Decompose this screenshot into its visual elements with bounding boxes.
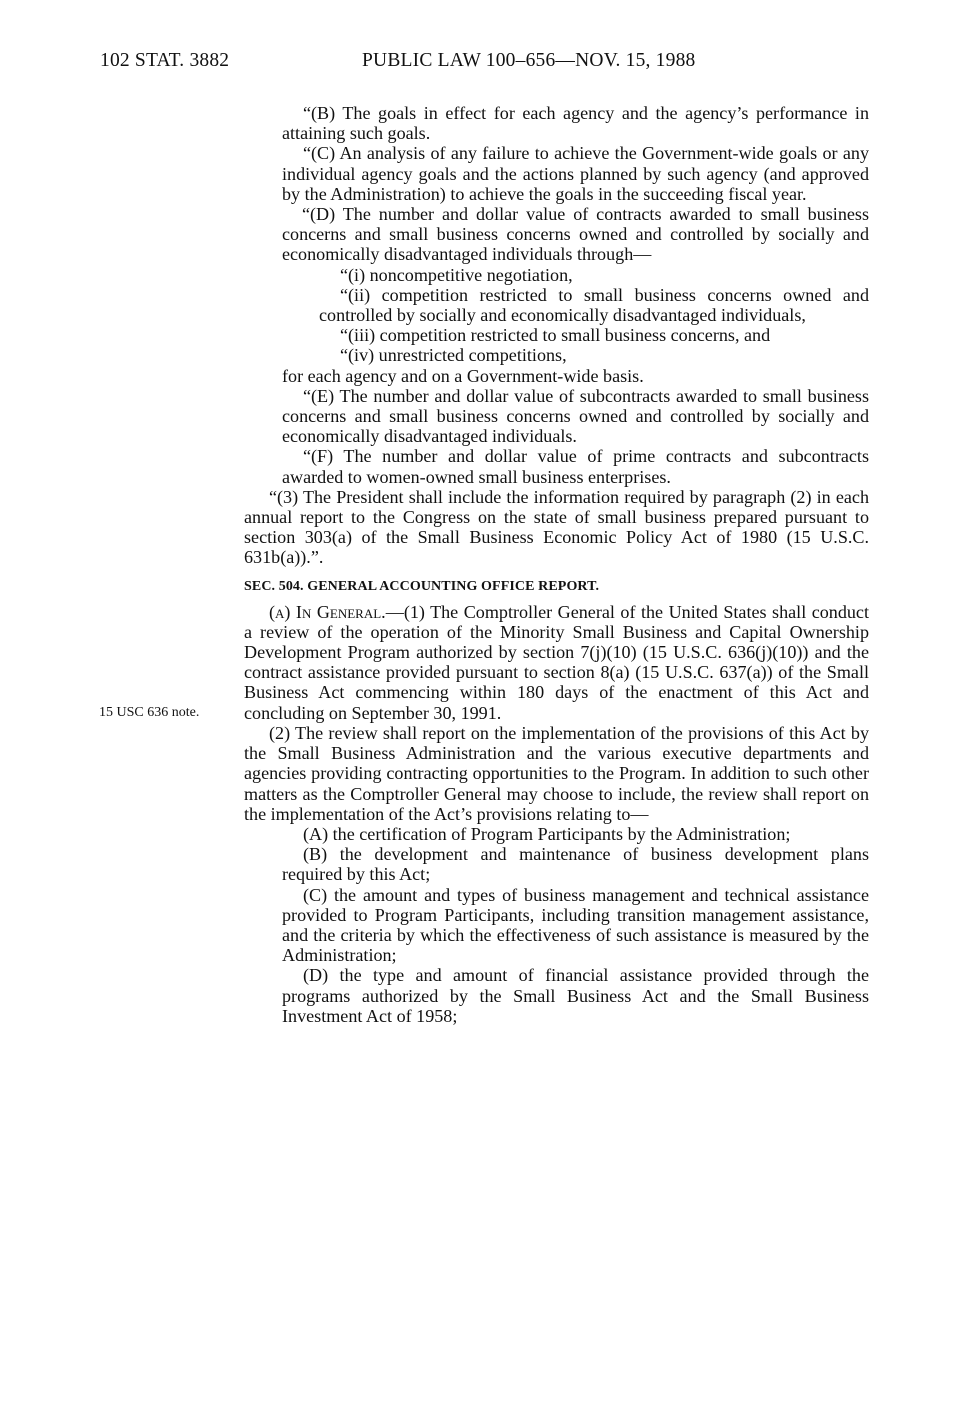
clause-iv: “(iv) unrestricted competitions, xyxy=(340,345,567,366)
document-body xyxy=(244,103,869,1026)
subsection-a1 xyxy=(244,602,869,723)
paragraph-c: “(C) An analysis of any failure to achieve the Government-wide goals or any individual agency goals and the actions planned by such agency (and approved by the Administration) to achieve the goals in the succeeding fiscal year. xyxy=(282,143,869,204)
paragraph-3: “(3) The President shall include the information required by paragraph (2) in each annual report to the Congress on the state of small business prepared pursuant to section 303(a) of the Small Business Economic Policy Act of 1980 (15 U.S.C. 631b(a)).”. xyxy=(244,486,869,568)
item-D: (D) the type and amount of financial assistance provided through the programs authorized by the Small Business Act and the Small Business Investment Act of 1958; xyxy=(282,965,869,1026)
item-B: (B) the development and maintenance of business development plans required by this Act; xyxy=(282,844,869,885)
paragraph-e: “(E) The number and dollar value of subcontracts awarded to small business concerns and small business concerns owned and controlled by socially and economically disadvantaged individuals. xyxy=(282,385,869,447)
paragraph-f: “(F) The number and dollar value of prime contracts and subcontracts awarded to women-owned small business enterprises. xyxy=(282,446,869,487)
paragraph-d: “(D) The number and dollar value of contracts awarded to small business concerns and small business concerns owned and controlled by socially and economically disadvantaged individuals through— xyxy=(282,204,869,265)
paragraph-d-tail: for each agency and on a Government-wide basis. xyxy=(282,365,644,386)
clause-iii: “(iii) competition restricted to small business concerns, and xyxy=(340,325,771,346)
clause-i: “(i) noncompetitive negotiation, xyxy=(340,264,573,285)
subsection-a1-text: —(1) The Comptroller General of the United States shall conduct a review of the operation of the Minority Small Business and Capital Ownership Development Program authorized by section 7(j)(10) (15 U.S.C. 636(j)(10)) and the contract assistance provided pursuant to section 8(a) (15 U.S.C. 637(a)) of the Small Business Act commencing within 180 days of the enactment of this Act and concluding on September 30, 1991. xyxy=(244,601,869,723)
section-heading: SEC. 504. GENERAL ACCOUNTING OFFICE REPORT. xyxy=(244,578,600,594)
paragraph-b: “(B) The goals in effect for each agency and the agency’s performance in attaining such goals. xyxy=(282,103,869,144)
running-header: PUBLIC LAW 100–656—NOV. 15, 1988 xyxy=(362,50,696,71)
margin-citation: 15 USC 636 note. xyxy=(99,705,200,720)
item-A: (A) the certification of Program Participants by the Administration; xyxy=(303,823,791,844)
subsection-a2: (2) The review shall report on the implementation of the provisions of this Act by the Small Business Administration and the various executive departments and agencies providing contracting opportunities to the Program. In addition to such other matters as the Comptroller General may choose to include, the review shall report on the implementation of the Act’s provisions relating to— xyxy=(244,722,869,824)
subsection-a-heading: (a) In General. xyxy=(269,601,386,622)
item-C: (C) the amount and types of business management and technical assistance provided to Program Participants, including transition management assistance, and the criteria by which the effectiveness of such assistance is measured by the Administration; xyxy=(282,884,869,966)
section-heading-row xyxy=(244,576,869,602)
page-number-header: 102 STAT. 3882 xyxy=(100,50,230,71)
clause-ii: “(ii) competition restricted to small business concerns owned and controlled by socially and economically disadvantaged individuals, xyxy=(319,284,869,326)
